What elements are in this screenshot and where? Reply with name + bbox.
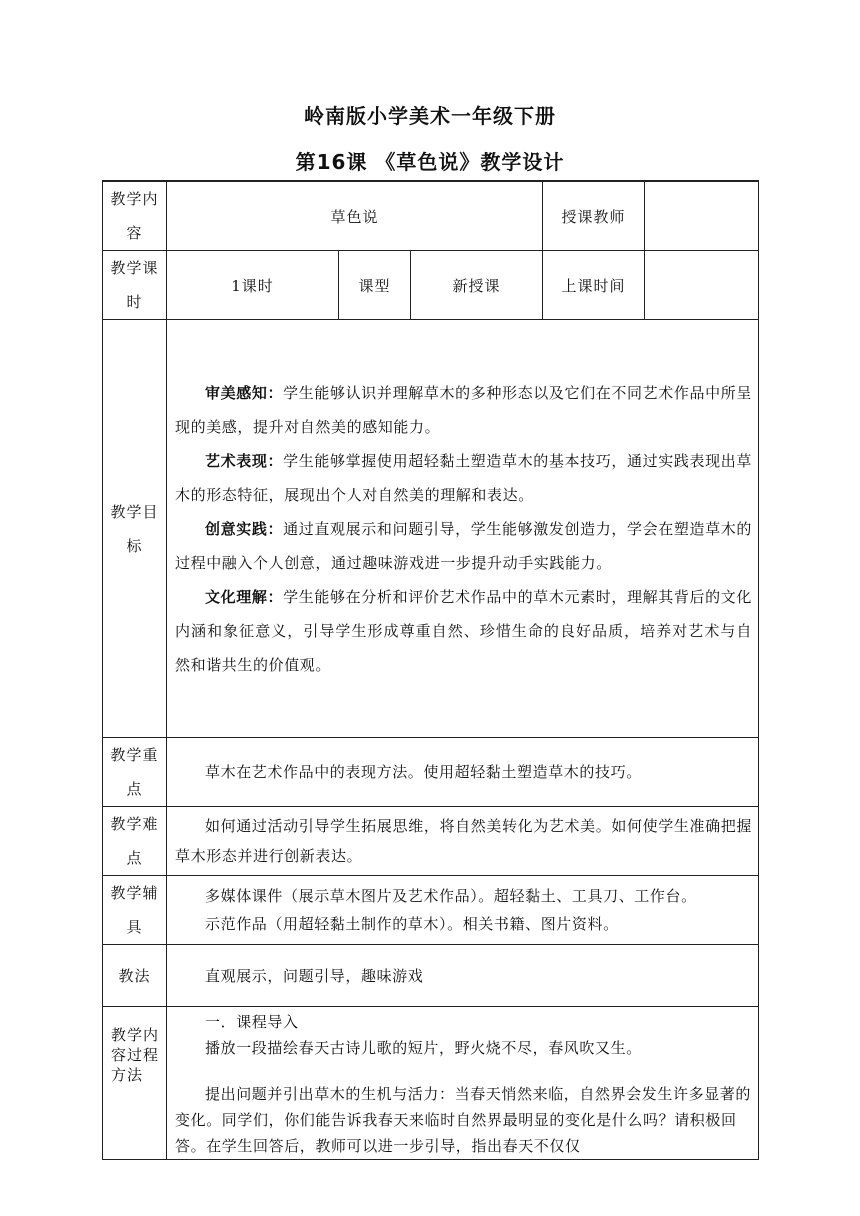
- objective-aesthetic: 审美感知：学生能够认识并理解草木的多种形态以及它们在不同艺术作品中所呈现的美感，提升对自然美的感知能力。: [175, 383, 753, 436]
- aids-line-2: 示范作品（用超轻黏土制作的草木）。相关书籍、图片资料。: [205, 915, 619, 933]
- process-content: [167, 1007, 759, 1160]
- aids-line-1: 多媒体课件（展示草木图片及艺术作品）。超轻黏土、工具刀、工作台。: [205, 887, 697, 905]
- objective-cultural: 文化理解：学生能够在分析和评价艺术作品中的草木元素时，理解其背后的文化内涵和象征意义，引导学生形成尊重自然、珍惜生命的良好品质，培养对艺术与自然和谐共生的价值观。: [175, 587, 753, 674]
- methods-text: 直观展示，问题引导，趣味游戏: [167, 945, 759, 1007]
- objective-expression: 艺术表现：学生能够掌握使用超轻黏土塑造草木的基本技巧，通过实践表现出草木的形态特征，展现出个人对自然美的理解和表达。: [175, 451, 753, 504]
- class-time-value: [645, 251, 759, 320]
- process-section-title: 一．课程导入: [205, 1013, 299, 1031]
- label-difficulties: 教学难点: [103, 807, 167, 876]
- row-hours: [103, 251, 759, 320]
- lesson-plan-table: [102, 180, 759, 1160]
- label-teaching-content: 教学内容: [103, 181, 167, 251]
- label-process: 教学内容过程方法: [103, 1007, 167, 1160]
- teacher-value: [645, 181, 759, 251]
- label-objectives: 教学目标: [103, 320, 167, 738]
- label-aids: 教学辅具: [103, 876, 167, 945]
- label-key-points: 教学重点: [103, 738, 167, 807]
- lesson-name: 草色说: [167, 181, 543, 251]
- row-process: [103, 1007, 759, 1160]
- label-teacher: 授课教师: [543, 181, 645, 251]
- document-title: 岭南版小学美术一年级下册: [304, 104, 556, 128]
- difficulties-text: 如何通过活动引导学生拓展思维，将自然美转化为艺术美。如何使学生准确把握草木形态并进行创新表达。: [167, 807, 759, 876]
- aids-content: [167, 876, 759, 945]
- label-lesson-type: 课型: [339, 251, 411, 320]
- label-methods: 教法: [103, 945, 167, 1007]
- hours-value: 1课时: [167, 251, 339, 320]
- label-teaching-hours: 教学课时: [103, 251, 167, 320]
- row-content: [103, 181, 759, 251]
- lesson-title: 第16课 《草色说》教学设计: [295, 150, 565, 174]
- lesson-type-value: 新授课: [411, 251, 543, 320]
- row-objectives: [103, 320, 759, 738]
- row-difficulties: [103, 807, 759, 876]
- objectives-content: [167, 320, 759, 738]
- row-key-points: [103, 738, 759, 807]
- key-points-text: 草木在艺术作品中的表现方法。使用超轻黏土塑造草木的技巧。: [167, 738, 759, 807]
- process-paragraph-1: 播放一段描绘春天古诗儿歌的短片，野火烧不尽，春风吹又生。: [205, 1039, 642, 1057]
- process-paragraph-2: 提出问题并引出草木的生机与活力：当春天悄然来临，自然界会发生许多显著的变化。同学们，你们能告诉我春天来临时自然界最明显的变化是什么吗？请积极回答。在学生回答后，教师可以进一步引导，指出春天不仅仅: [175, 1085, 752, 1155]
- objective-creative: 创意实践：通过直观展示和问题引导，学生能够激发创造力，学会在塑造草木的过程中融入个人创意，通过趣味游戏进一步提升动手实践能力。: [175, 519, 753, 572]
- row-aids: [103, 876, 759, 945]
- label-class-time: 上课时间: [543, 251, 645, 320]
- row-methods: [103, 945, 759, 1007]
